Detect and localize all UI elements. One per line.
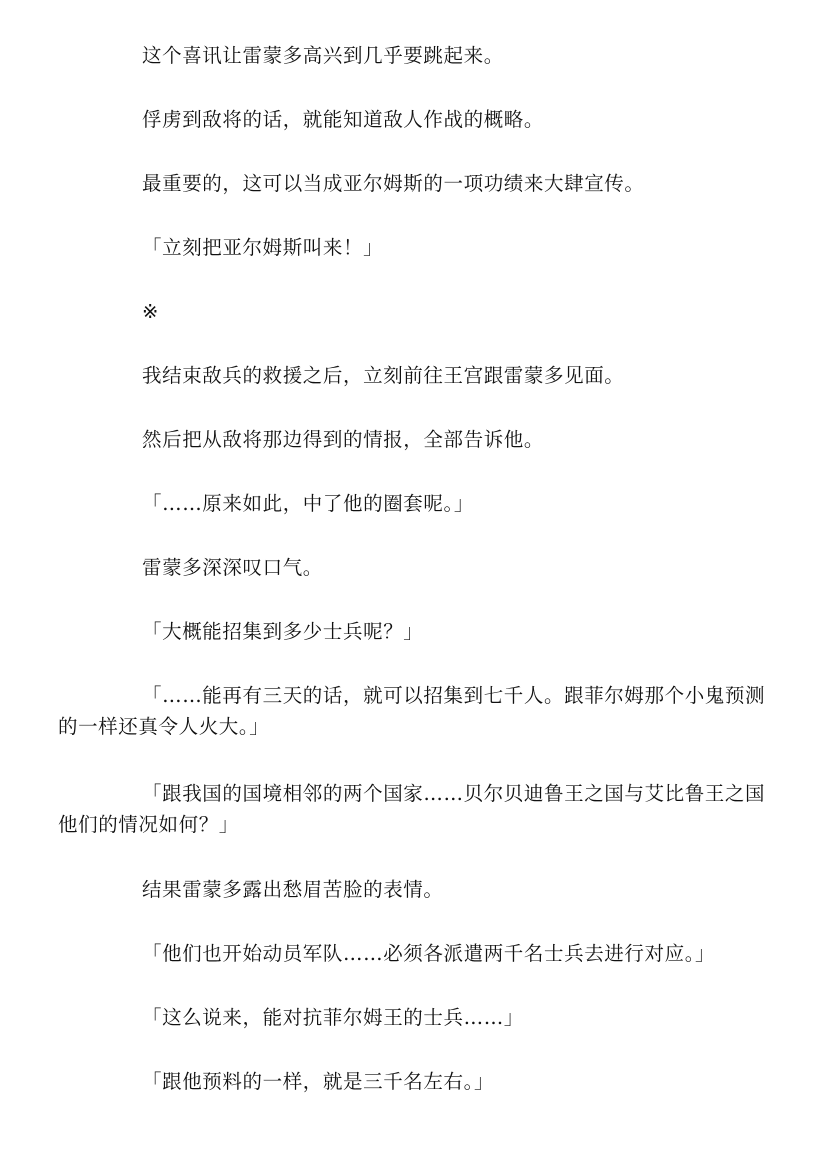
paragraph-7: 然后把从敌将那边得到的情报，全部告诉他。 [142, 428, 545, 451]
paragraph-2: 俘虏到敌将的话，就能知道敌人作战的概略。 [142, 108, 545, 131]
paragraph-8: 「……原来如此，中了他的圈套呢。」 [142, 492, 474, 515]
paragraph-15: 「这么说来，能对抗菲尔姆王的士兵……」 [142, 1006, 524, 1029]
paragraph-3: 最重要的，这可以当成亚尔姆斯的一项功绩来大肆宣传。 [142, 172, 645, 195]
paragraph-4: 「立刻把亚尔姆斯叫来！」 [142, 236, 384, 259]
paragraph-6: 我结束敌兵的救援之后，立刻前往王宫跟雷蒙多见面。 [142, 364, 625, 387]
paragraph-10: 「大概能招集到多少士兵呢？」 [142, 620, 424, 643]
paragraph-12: 「跟我国的国境相邻的两个国家……贝尔贝迪鲁王之国与艾比鲁王之国他们的情况如何？」 [58, 782, 766, 836]
scene-break-mark: ※ [142, 300, 159, 323]
paragraph-13: 结果雷蒙多露出愁眉苦脸的表情。 [142, 878, 444, 901]
paragraph-1: 这个喜讯让雷蒙多高兴到几乎要跳起来。 [142, 44, 504, 67]
paragraph-9: 雷蒙多深深叹口气。 [142, 556, 323, 579]
paragraph-14: 「他们也开始动员军队……必须各派遣两千名士兵去进行对应。」 [142, 942, 716, 965]
paragraph-11: 「……能再有三天的话，就可以招集到七千人。跟菲尔姆那个小鬼预测的一样还真令人火大。」 [58, 684, 766, 738]
paragraph-16: 「跟他预料的一样，就是三千名左右。」 [142, 1070, 495, 1093]
